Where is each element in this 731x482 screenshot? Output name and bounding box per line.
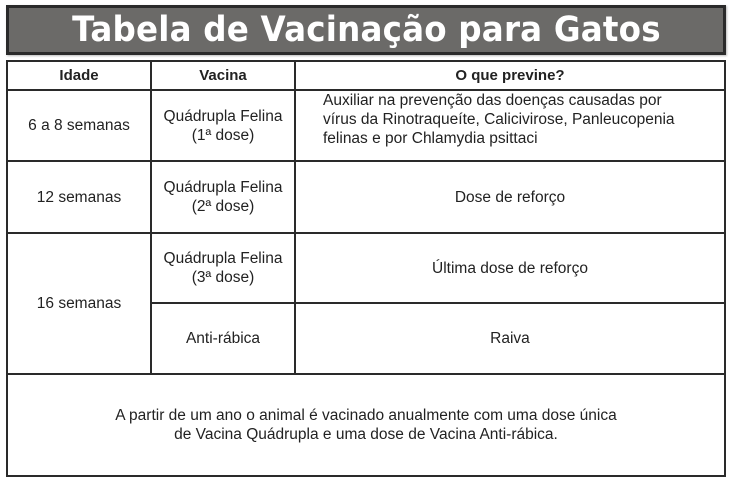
cell-vacina <box>152 234 294 302</box>
cell-idade: 16 semanas <box>36 295 122 312</box>
page-title: Tabela de Vacinação para Gatos <box>71 10 661 50</box>
title-banner <box>6 5 726 55</box>
vacina-dose: (2ª dose) <box>191 198 255 215</box>
vacina-name: Quádrupla Felina <box>163 107 283 125</box>
footer-line: A partir de um ano o animal é vacinado anualmente com uma dose única <box>115 407 617 424</box>
previne-line: Auxiliar na prevenção das doenças causadas por <box>323 92 662 109</box>
previne-line: vírus da Rinotraqueíte, Calicivirose, Panleucopenia <box>323 111 675 128</box>
cell-vacina: Anti-rábica <box>185 330 261 347</box>
previne-line: felinas e por Chlamydia psittaci <box>323 130 538 147</box>
header-vacina: Vacina <box>199 67 247 84</box>
cell-previne: Última dose de reforço <box>432 259 588 277</box>
vacina-dose: (1ª dose) <box>191 126 255 144</box>
cell-previne: Dose de reforço <box>454 188 566 206</box>
cell-previne: Raiva <box>490 330 530 347</box>
vacina-dose: (3ª dose) <box>191 269 255 286</box>
cell-idade: 12 semanas <box>36 188 122 206</box>
header-o-que-previne: O que previne? <box>455 67 565 84</box>
footer-note <box>8 375 724 475</box>
header-idade: Idade <box>59 67 99 84</box>
vaccination-table <box>6 60 726 477</box>
cell-vacina <box>152 91 294 160</box>
cell-idade: 6 a 8 semanas <box>28 117 130 134</box>
vacina-name: Quádrupla Felina <box>163 250 283 267</box>
vacina-name: Quádrupla Felina <box>163 179 283 196</box>
cell-vacina <box>152 162 294 232</box>
cell-previne <box>296 91 724 160</box>
footer-line: de Vacina Quádrupla e uma dose de Vacina Anti-rábica. <box>174 426 558 443</box>
